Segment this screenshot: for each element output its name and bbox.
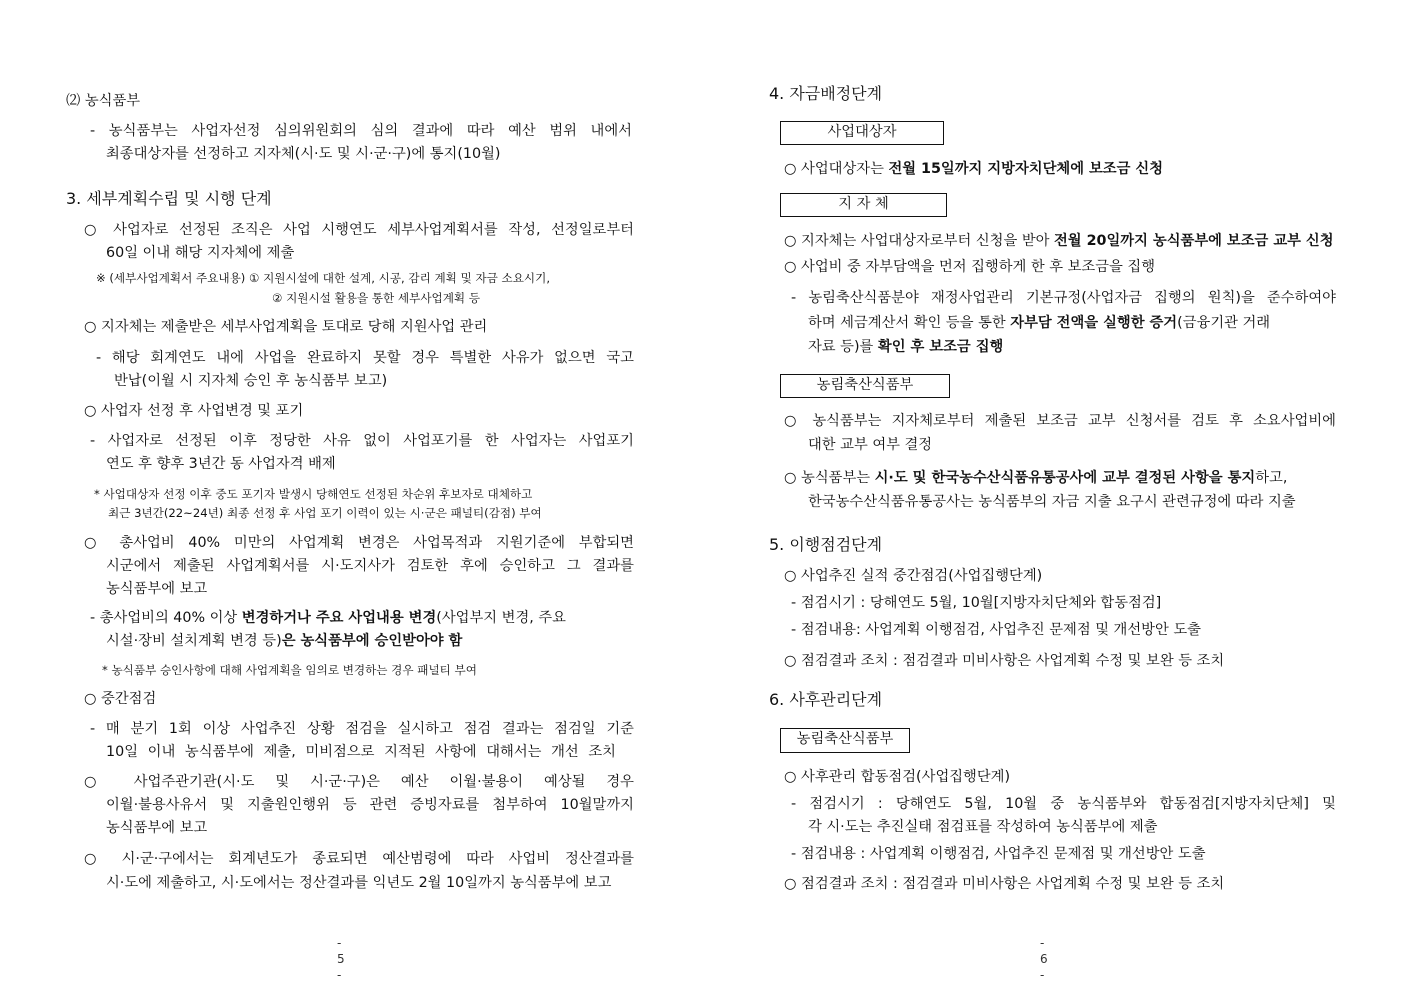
text-line: 각 시·도는 추진실태 점검표를 작성하여 농식품부에 제출	[808, 819, 1158, 835]
section-heading-3: 3. 세부계획수립 및 시행 단계	[66, 189, 272, 208]
text-line: ○ 점검결과 조치 : 점검결과 미비사항은 사업계획 수정 및 보완 등 조치	[784, 876, 1225, 892]
note-line: * 사업대상자 선정 이후 중도 포기자 발생시 당해연도 선정된 차순위 후보자로 대체하고	[94, 487, 533, 501]
text-line: 이월·불용사유서 및 지출원인행위 등 관련 증빙자료를 첨부하여 10월말까지	[106, 797, 634, 813]
text-line: - 해당 회계연도 내에 사업을 완료하지 못할 경우 특별한 사유가 없으면 국고	[96, 350, 634, 366]
text-line: ○ 사업자 선정 후 사업변경 및 포기	[84, 403, 304, 419]
text-line: ○ 사업주관기관(시·도 및 시·군·구)은 예산 이월·불용이 예상될 경우	[84, 774, 634, 790]
text-line: 시·도에 제출하고, 시·도에서는 정산결과를 익년도 2월 10일까지 농식품부에 보고	[106, 875, 612, 891]
text-line: 대한 교부 여부 결정	[808, 437, 933, 453]
text-line: - 농림축산식품분야 재정사업관리 기본규정(사업자금 집행의 원칙)을 준수하여야	[791, 290, 1336, 306]
label-box-ministry: 농림축산식품부	[780, 728, 910, 753]
text-line: 한국농수산식품유통공사는 농식품부의 자금 지출 요구시 관련규정에 따라 지출	[808, 494, 1296, 510]
text-line: - 매 분기 1회 이상 사업추진 상황 점검을 실시하고 점검 결과는 점검일 기준	[90, 721, 634, 737]
text-line: ○ 총사업비 40% 미만의 사업계획 변경은 사업목적과 지원기준에 부합되면	[84, 535, 634, 551]
text-line: 연도 후 향후 3년간 동 사업자격 배제	[106, 456, 336, 472]
text-line: 농식품부에 보고	[106, 581, 208, 597]
subheading-mafra: ⑵ 농식품부	[66, 93, 141, 109]
text-line: 최종대상자를 선정하고 지자체(시·도 및 시·군·구)에 통지(10월)	[106, 146, 501, 162]
section-heading-4: 4. 자금배정단계	[769, 84, 883, 103]
text-line-bold-mixed: ○ 지자체는 사업대상자로부터 신청을 받아 전월 20일까지 농식품부에 보조금 교부 신청	[784, 233, 1334, 249]
section-heading-5: 5. 이행점검단계	[769, 535, 883, 554]
text-line: - 점검시기 : 당해연도 5월, 10월[지방자치단체와 합동점검]	[791, 595, 1162, 611]
text-line: - 사업자로 선정된 이후 정당한 사유 없이 사업포기를 한 사업자는 사업포기	[90, 433, 634, 449]
section-heading-6: 6. 사후관리단계	[769, 690, 883, 709]
text-line: ○ 점검결과 조치 : 점검결과 미비사항은 사업계획 수정 및 보완 등 조치	[784, 653, 1225, 669]
text-line: ○ 중간점검	[84, 691, 157, 707]
text-line: ○ 사업비 중 자부담액을 먼저 집행하게 한 후 보조금을 집행	[784, 259, 1156, 275]
text-line: - 점검내용: 사업계획 이행점검, 사업추진 문제점 및 개선방안 도출	[791, 622, 1201, 638]
page-number: - 6 -	[1040, 936, 1048, 982]
text-line: ○ 사업추진 실적 중간점검(사업집행단계)	[784, 568, 1043, 584]
text-line: ○ 지자체는 제출받은 세부사업계획을 토대로 당해 지원사업 관리	[84, 319, 488, 335]
text-line-bold-mixed: ○ 농식품부는 시·도 및 한국농수산식품유통공사에 교부 결정된 사항을 통지하고,	[784, 470, 1288, 486]
text-line-bold-mixed: ○ 사업대상자는 전월 15일까지 지방자치단체에 보조금 신청	[784, 161, 1164, 177]
text-line: ○ 시·군·구에서는 회계년도가 종료되면 예산범령에 따라 사업비 정산결과를	[84, 851, 634, 867]
text-line: ○ 사후관리 합동점검(사업집행단계)	[784, 769, 1011, 785]
text-line: 60일 이내 해당 지자체에 제출	[106, 245, 295, 261]
text-line: 반납(이월 시 지자체 승인 후 농식품부 보고)	[114, 373, 388, 389]
text-line-bold-mixed: 하며 세금계산서 확인 등을 통한 자부담 전액을 실행한 증거(금융기관 거래	[808, 315, 1271, 331]
note-line: ② 지원시설 활용을 통한 세부사업계획 등	[272, 291, 481, 305]
text-line: 농식품부에 보고	[106, 820, 208, 836]
note-line: ※ (세부사업계획서 주요내용) ① 지원시설에 대한 설계, 시공, 감리 계획 및 자금 소요시기,	[96, 271, 551, 285]
text-line: - 농식품부는 사업자선정 심의위원회의 심의 결과에 따라 예산 범위 내에서	[90, 123, 632, 139]
label-box-business-target: 사업대상자	[780, 121, 944, 145]
text-line: ○ 사업자로 선정된 조직은 사업 시행연도 세부사업계획서를 작성, 선정일로부터	[84, 222, 634, 238]
text-line: 10일 이내 농식품부에 제출, 미비점으로 지적된 사항에 대해서는 개선 조치	[106, 744, 616, 760]
text-line-bold-mixed: 자료 등)를 확인 후 보조금 집행	[808, 339, 1004, 355]
label-box-local-government: 지 자 체	[780, 193, 947, 217]
text-line: - 점검시기 : 당해연도 5월, 10월 중 농식품부와 합동점검[지방자치단체] 및	[791, 796, 1336, 812]
page-number: - 5 -	[337, 936, 345, 982]
note-line: * 농식품부 승인사항에 대해 사업계획을 임의로 변경하는 경우 패널티 부여	[102, 663, 477, 677]
text-line: ○ 농식품부는 지자체로부터 제출된 보조금 교부 신청서를 검토 후 소요사업비에	[784, 413, 1336, 429]
note-line: 최근 3년간(22~24년) 최종 선정 후 사업 포기 이력이 있는 시·군은 패널티(감점) 부여	[108, 506, 542, 520]
text-line: - 점검내용 : 사업계획 이행점검, 사업추진 문제점 및 개선방안 도출	[791, 846, 1206, 862]
text-line-bold-mixed: - 총사업비의 40% 이상 변경하거나 주요 사업내용 변경(사업부지 변경, 주요	[90, 610, 566, 626]
text-line: 시군에서 제출된 사업계획서를 시·도지사가 검토한 후에 승인하고 그 결과를	[106, 558, 634, 574]
label-box-ministry: 농림축산식품부	[780, 374, 950, 398]
text-line-bold-mixed: 시설·장비 설치계획 변경 등)은 농식품부에 승인받아야 함	[106, 633, 463, 649]
